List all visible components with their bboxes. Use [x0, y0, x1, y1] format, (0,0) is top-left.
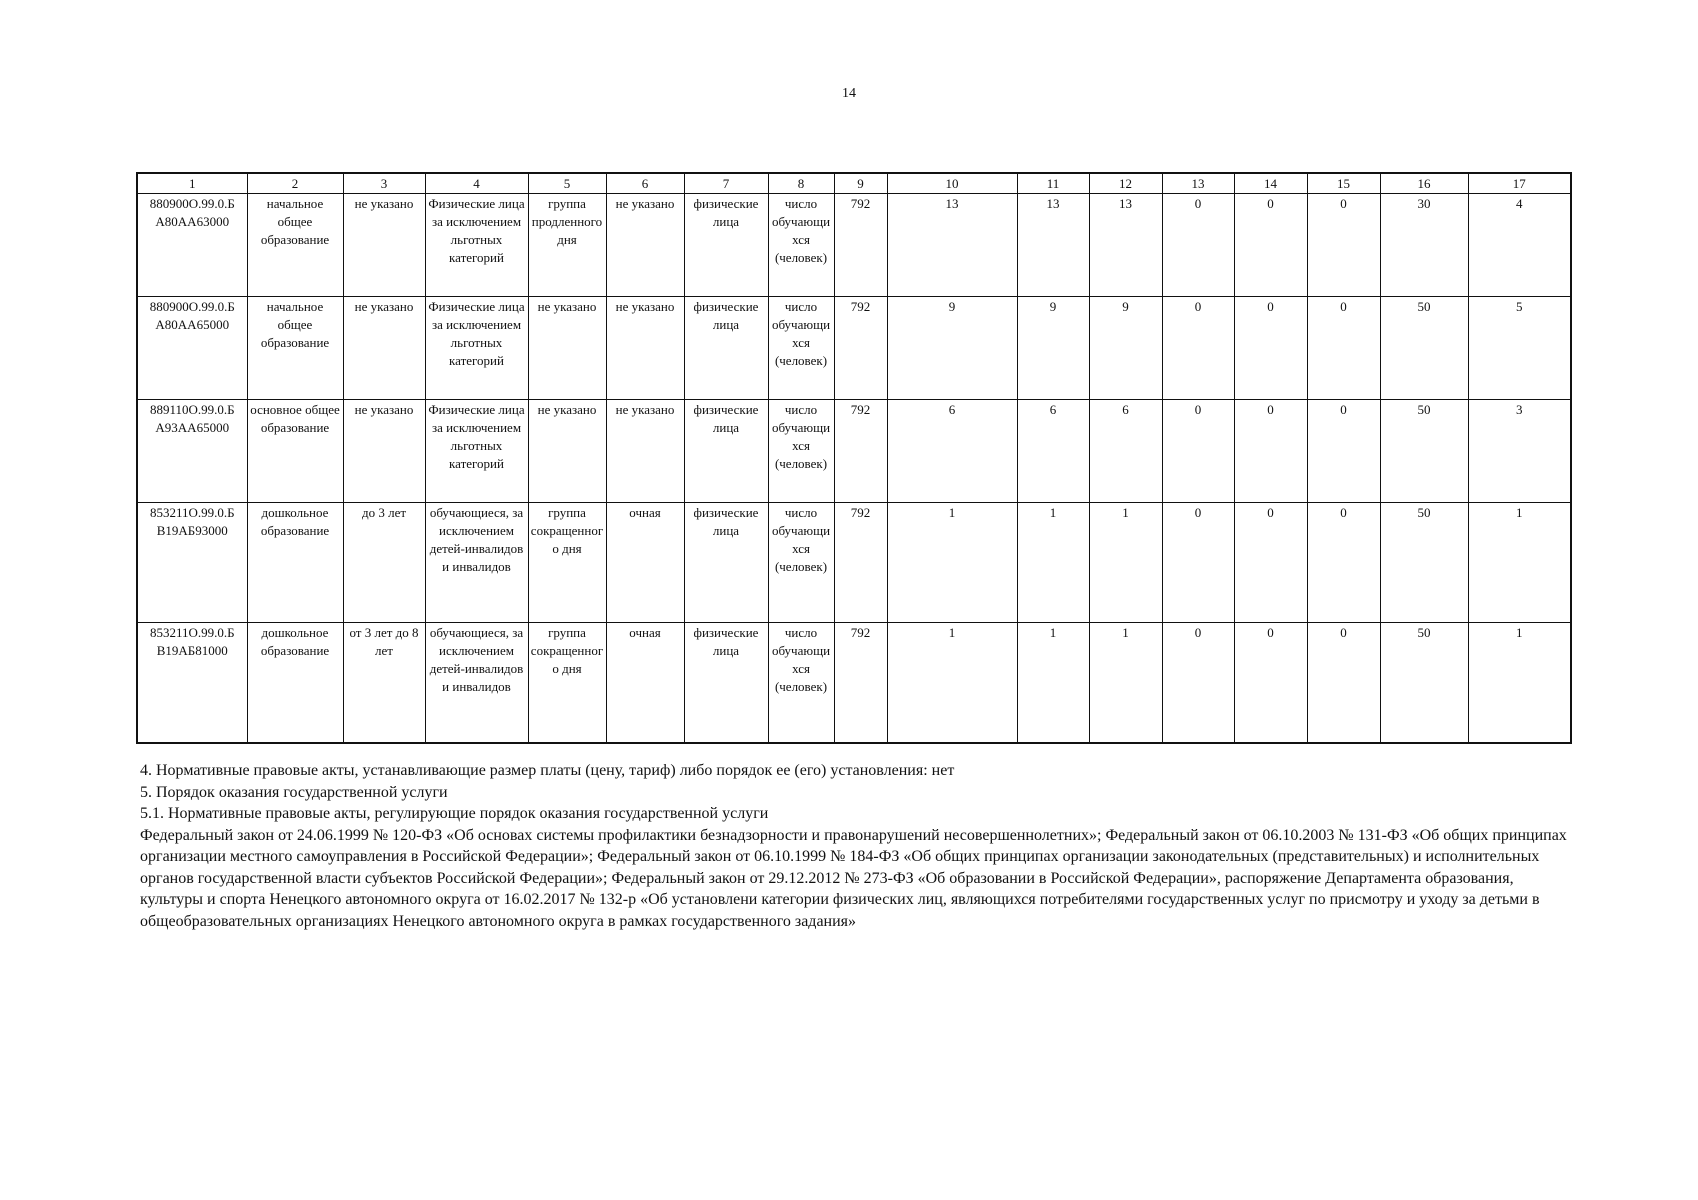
table-cell: 792: [834, 194, 887, 297]
column-header: 9: [834, 173, 887, 194]
table-cell: не указано: [606, 297, 684, 400]
table-header-row: [137, 173, 1571, 194]
page-number: 14: [842, 86, 856, 101]
table-cell: 13: [1089, 194, 1162, 297]
table-cell: не указано: [606, 400, 684, 503]
table-cell: 792: [834, 623, 887, 744]
table-cell: 792: [834, 400, 887, 503]
table-cell: 5: [1468, 297, 1571, 400]
table-cell: 1: [1017, 503, 1089, 623]
column-header: 7: [684, 173, 768, 194]
table-cell: Физические лица за исключением льготных категорий: [425, 297, 528, 400]
table-cell: начальное общее образование: [247, 297, 343, 400]
table-cell: 880900О.99.0.Б А80АА63000: [137, 194, 247, 297]
table-cell: 50: [1380, 400, 1468, 503]
table-cell: 3: [1468, 400, 1571, 503]
table-cell: число обучающихся (человек): [768, 400, 834, 503]
table-cell: 4: [1468, 194, 1571, 297]
table-cell: число обучающихся (человек): [768, 297, 834, 400]
table-cell: Физические лица за исключением льготных категорий: [425, 400, 528, 503]
table-cell: очная: [606, 623, 684, 744]
table-cell: физические лица: [684, 503, 768, 623]
table-cell: от 3 лет до 8 лет: [343, 623, 425, 744]
table-cell: физические лица: [684, 623, 768, 744]
table-cell: 1: [887, 623, 1017, 744]
table-cell: 0: [1162, 297, 1234, 400]
table-cell: 0: [1307, 297, 1380, 400]
table-cell: 6: [887, 400, 1017, 503]
column-header: 8: [768, 173, 834, 194]
table-cell: не указано: [343, 297, 425, 400]
table-cell: не указано: [343, 194, 425, 297]
table-cell: 0: [1307, 400, 1380, 503]
table-cell: число обучающихся (человек): [768, 503, 834, 623]
table-cell: 0: [1234, 400, 1307, 503]
laws-paragraph: Федеральный закон от 24.06.1999 № 120-ФЗ «Об основах системы профилактики безнадзорности и правонарушений несовершеннолетних»; Федеральный закон от 06.10.2003 № 131-ФЗ «Об общих принципах организации местного самоуправления в Российской Федерации»; Федеральный закон от 06.10.1999 № 184-ФЗ «Об общих принципах организации законодательных (представительных) и исполнительных органов государственной власти субъектов Российской Федерации»; Федеральный закон от 29.12.2012 № 273-ФЗ «Об образовании в Российской Федерации», распоряжение Департамента образования, культуры и спорта Ненецкого автономного округа от 16.02.2017 № 132-р «Об установлени категории физических лиц, являющихся потребителями государственных услуг по присмотру и уходу за детьми в общеобразовательных организациях Ненецкого автономного округа в рамках государственного задания»: [140, 826, 1567, 930]
table-cell: 889110О.99.0.Б А93АА65000: [137, 400, 247, 503]
table-cell: группа сокращенного дня: [528, 623, 606, 744]
section-5-1-heading: 5.1. Нормативные правовые акты, регулирующие порядок оказания государственной услуги: [140, 805, 769, 822]
table-cell: 50: [1380, 297, 1468, 400]
table-cell: 0: [1307, 503, 1380, 623]
table-cell: 0: [1162, 503, 1234, 623]
table-cell: 0: [1162, 194, 1234, 297]
table-row: [137, 194, 1571, 297]
table-cell: не указано: [606, 194, 684, 297]
table-cell: начальное общее образование: [247, 194, 343, 297]
column-header: 2: [247, 173, 343, 194]
table-cell: 880900О.99.0.Б А80АА65000: [137, 297, 247, 400]
table-cell: 30: [1380, 194, 1468, 297]
column-header: 10: [887, 173, 1017, 194]
legal-text-block: [140, 760, 1570, 932]
table-cell: 792: [834, 503, 887, 623]
column-header: 12: [1089, 173, 1162, 194]
table-cell: 9: [1089, 297, 1162, 400]
column-header: 16: [1380, 173, 1468, 194]
column-header: 3: [343, 173, 425, 194]
column-header: 4: [425, 173, 528, 194]
table-cell: группа продленного дня: [528, 194, 606, 297]
table-cell: дошкольное образование: [247, 503, 343, 623]
table-cell: 1: [1089, 503, 1162, 623]
table-cell: 1: [1017, 623, 1089, 744]
table-cell: 6: [1089, 400, 1162, 503]
column-header: 14: [1234, 173, 1307, 194]
table-cell: обучающиеся, за исключением детей-инвалидов и инвалидов: [425, 623, 528, 744]
table-cell: 0: [1307, 194, 1380, 297]
table-row: [137, 297, 1571, 400]
services-table: [136, 172, 1572, 744]
table-cell: 853211О.99.0.Б В19АБ93000: [137, 503, 247, 623]
table-cell: 9: [1017, 297, 1089, 400]
table-cell: 0: [1307, 623, 1380, 744]
table-cell: 50: [1380, 623, 1468, 744]
section-4-paragraph: 4. Нормативные правовые акты, устанавливающие размер платы (цену, тариф) либо порядок ее (его) установления: нет: [140, 762, 955, 779]
table-cell: до 3 лет: [343, 503, 425, 623]
table-cell: группа сокращенного дня: [528, 503, 606, 623]
table-cell: 0: [1234, 297, 1307, 400]
table-cell: очная: [606, 503, 684, 623]
table-cell: 853211О.99.0.Б В19АБ81000: [137, 623, 247, 744]
column-header: 17: [1468, 173, 1571, 194]
table-cell: 1: [1089, 623, 1162, 744]
table-cell: Физические лица за исключением льготных категорий: [425, 194, 528, 297]
table-cell: число обучающихся (человек): [768, 623, 834, 744]
table-cell: основное общее образование: [247, 400, 343, 503]
table-cell: физические лица: [684, 194, 768, 297]
column-header: 11: [1017, 173, 1089, 194]
table-row: [137, 623, 1571, 744]
table-row: [137, 400, 1571, 503]
table-cell: обучающиеся, за исключением детей-инвалидов и инвалидов: [425, 503, 528, 623]
table-cell: физические лица: [684, 400, 768, 503]
table-cell: 0: [1234, 503, 1307, 623]
table-cell: 50: [1380, 503, 1468, 623]
table-cell: число обучающихся (человек): [768, 194, 834, 297]
column-header: 13: [1162, 173, 1234, 194]
section-5-heading: 5. Порядок оказания государственной услуги: [140, 783, 448, 801]
table-cell: 1: [1468, 503, 1571, 623]
column-header: 15: [1307, 173, 1380, 194]
table-cell: 0: [1234, 623, 1307, 744]
column-header: 5: [528, 173, 606, 194]
table-cell: 1: [1468, 623, 1571, 744]
column-header: 6: [606, 173, 684, 194]
table-cell: 792: [834, 297, 887, 400]
table-cell: не указано: [528, 400, 606, 503]
table-cell: не указано: [343, 400, 425, 503]
table-cell: 0: [1234, 194, 1307, 297]
table-cell: физические лица: [684, 297, 768, 400]
table-cell: 0: [1162, 623, 1234, 744]
table-cell: 13: [1017, 194, 1089, 297]
table-cell: 6: [1017, 400, 1089, 503]
table-cell: дошкольное образование: [247, 623, 343, 744]
table-row: [137, 503, 1571, 623]
table-cell: не указано: [528, 297, 606, 400]
table-cell: 0: [1162, 400, 1234, 503]
table-cell: 9: [887, 297, 1017, 400]
table-cell: 1: [887, 503, 1017, 623]
table-cell: 13: [887, 194, 1017, 297]
column-header: 1: [137, 173, 247, 194]
